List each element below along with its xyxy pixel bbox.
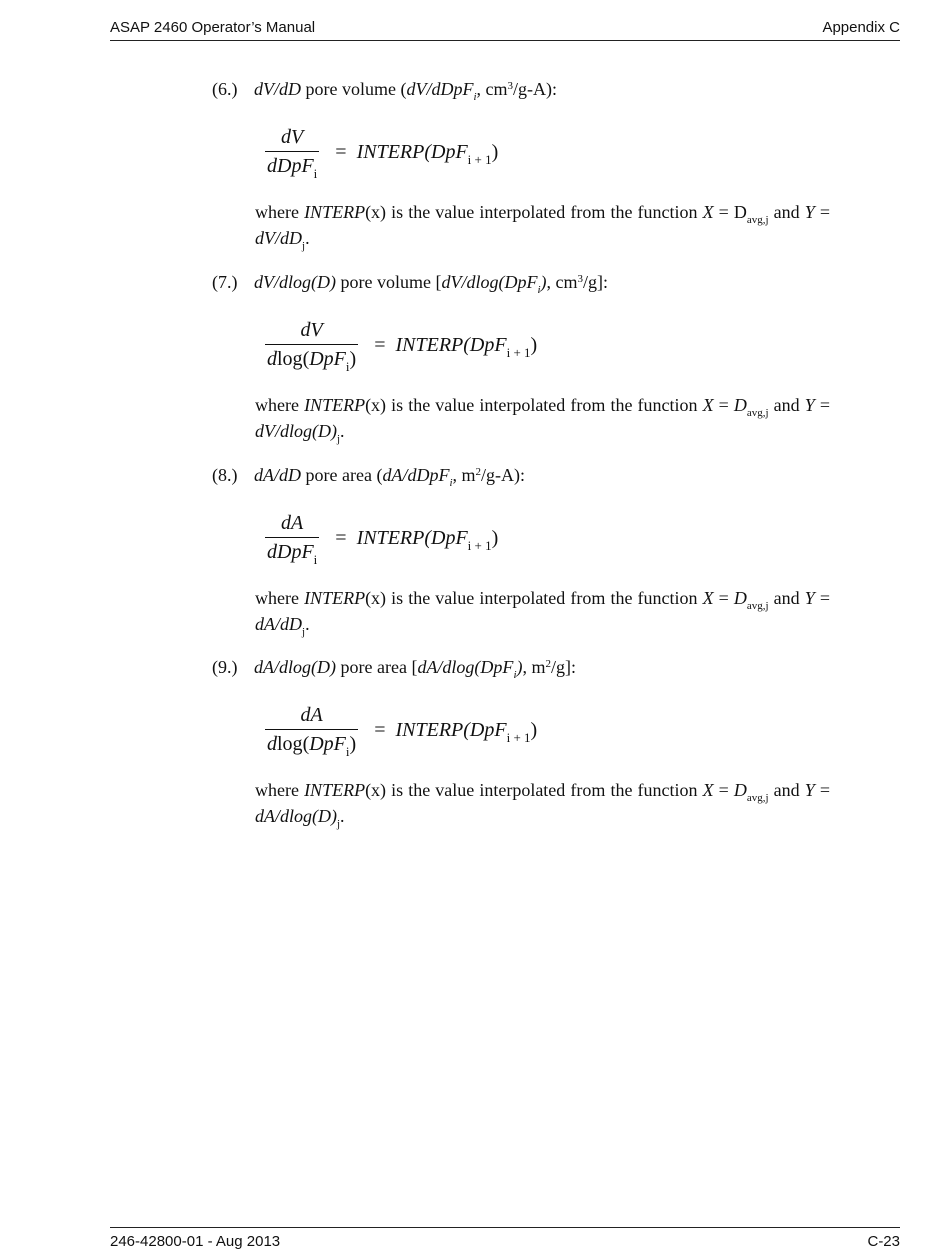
fraction: $\frac{dV}{dDpF_i}$ [267, 126, 318, 181]
page-number: C-23 [867, 1233, 900, 1250]
page-header [110, 18, 900, 41]
formula-equation: $\frac{dA}{dDpF_i}$ = INTERP(DpF$_{i + 1}$) [267, 512, 499, 567]
where-clause: where INTERP(x) is the value interpolated from the function $X = D_{avg,j}$ and $Y = dA/dD_j$. [255, 588, 830, 638]
page-footer [110, 1227, 900, 1252]
fraction: $\frac{dV}{dlog(DpF_i)}$ [267, 319, 357, 374]
item-heading: (6.) dV/dD pore volume (dV/dDpF$_i$, $cm^3/g-A$): [212, 79, 558, 103]
fraction: $\frac{dA}{dlog(DpF_i)}$ [267, 704, 357, 759]
where-clause: where INTERP(x) is the value interpolated from the function $X = D_{avg,j}$ and $Y = dV/dlog(D)_j$. [255, 395, 830, 445]
formula-item-9 [212, 656, 832, 830]
manual-title: ASAP 2460 Operator’s Manual [110, 19, 316, 36]
where-clause: where INTERP(x) is the value interpolated from the function $X = D_{avg,j}$ and $Y = dV/dD_j$. [255, 202, 830, 252]
formula-item-8 [212, 464, 832, 638]
item-heading: (8.) dA/dD pore area (dA/dDpF$_i$, $m^2/g-A$): [212, 465, 526, 489]
item-heading: (7.) dV/dlog(D) pore volume [dV/dlog(DpF$_i$), $cm^3/g$]: [212, 272, 609, 296]
document-number: 246-42800-01 - Aug 2013 [110, 1233, 281, 1250]
appendix-label: Appendix C [822, 19, 900, 36]
formula-item-6 [212, 78, 832, 252]
where-clause: where INTERP(x) is the value interpolated from the function $X = D_{avg,j}$ and $Y = dA/dlog(D)_j$. [255, 780, 830, 830]
formula-equation: $\frac{dA}{dlog(DpF_i)}$ = INTERP(DpF$_{i + 1}$) [267, 704, 538, 759]
formula-equation: $\frac{dV}{dlog(DpF_i)}$ = INTERP(DpF$_{i + 1}$) [267, 319, 538, 374]
formula-item-7 [212, 271, 832, 445]
item-heading: (9.) dA/dlog(D) pore area [dA/dlog(DpF$_i$), $m^2/g$]: [212, 657, 577, 681]
fraction: $\frac{dA}{dDpF_i}$ [267, 512, 318, 567]
formula-equation: $\frac{dV}{dDpF_i}$ = INTERP(DpF$_{i + 1}$) [267, 126, 499, 181]
